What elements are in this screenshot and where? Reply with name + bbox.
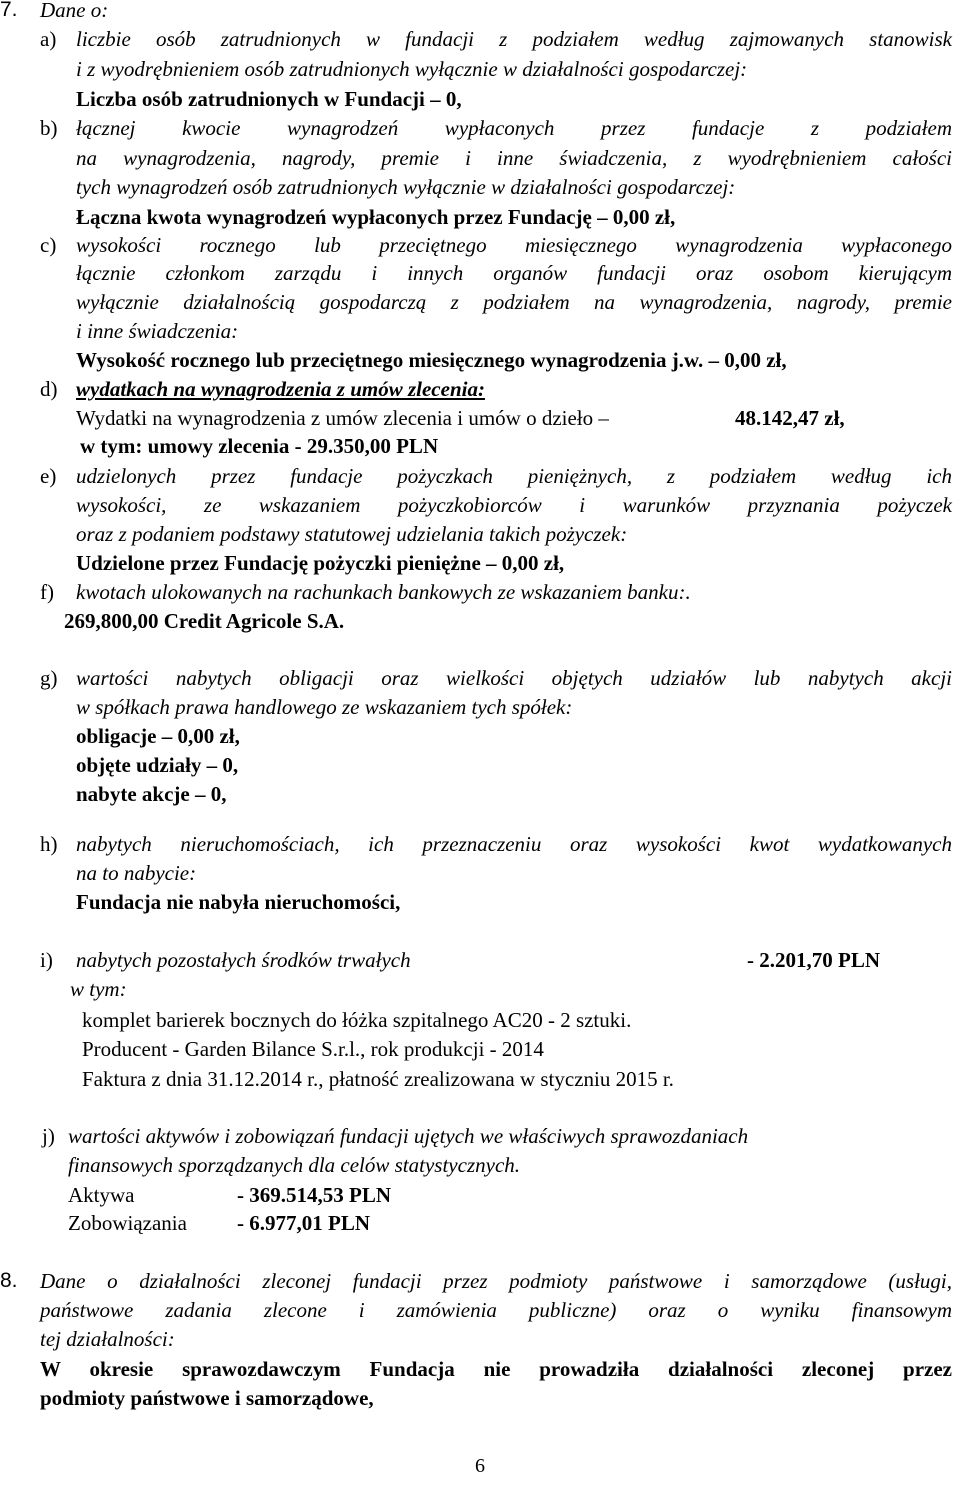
item-b-line-3: tych wynagrodzeń osób zatrudnionych wyłącznie w działalności gospodarczej: xyxy=(76,175,736,199)
item-d-marker: d) xyxy=(40,377,58,401)
item-j-zobowiazania-label: Zobowiązania xyxy=(68,1211,187,1235)
item-i-detail-2: Producent - Garden Bilance S.r.l., rok produkcji - 2014 xyxy=(82,1037,544,1061)
item-a-line-2: i z wyodrębnieniem osób zatrudnionych wyłącznie w działalności gospodarczej: xyxy=(76,57,748,81)
item-c-line-3: wyłącznie działalnością gospodarczą z podziałem na wynagrodzenia, nagrody, premie xyxy=(76,290,952,314)
section-8-value-2: podmioty państwowe i samorządowe, xyxy=(40,1386,374,1410)
item-c-marker: c) xyxy=(40,233,57,257)
item-i-marker: i) xyxy=(40,948,53,972)
item-j-line-1: wartości aktywów i zobowiązań fundacji ujętych we właściwych sprawozdaniach xyxy=(68,1124,749,1148)
item-d-line-1: wydatkach na wynagrodzenia z umów zlecenia: xyxy=(76,377,485,401)
item-j-zobowiazania-value: - 6.977,01 PLN xyxy=(237,1211,370,1235)
item-d-value-1-amount: 48.142,47 zł, xyxy=(735,406,845,430)
item-h-line-2: na to nabycie: xyxy=(76,861,197,885)
item-d-value-2: w tym: umowy zlecenia - 29.350,00 PLN xyxy=(80,434,439,458)
item-i-detail-1: komplet barierek bocznych do łóżka szpitalnego AC20 - 2 sztuki. xyxy=(82,1008,632,1032)
item-c-value: Wysokość rocznego lub przeciętnego miesięcznego wynagrodzenia j.w. – 0,00 zł, xyxy=(76,348,787,372)
item-f-value: 269,800,00 Credit Agricole S.A. xyxy=(64,609,345,633)
item-g-udzialy: objęte udziały – 0, xyxy=(76,753,239,777)
item-f-line-1: kwotach ulokowanych na rachunkach bankowych ze wskazaniem banku:. xyxy=(76,580,691,604)
item-e-line-3: oraz z podaniem podstawy statutowej udzielania takich pożyczek: xyxy=(76,522,628,546)
item-b-marker: b) xyxy=(40,116,58,140)
item-a-line-1: liczbie osób zatrudnionych w fundacji z podziałem według zajmowanych stanowisk xyxy=(76,27,952,51)
item-i-detail-3: Faktura z dnia 31.12.2014 r., płatność zrealizowana w styczniu 2015 r. xyxy=(82,1067,674,1091)
item-b-line-1: łącznej kwocie wynagrodzeń wypłaconych przez fundacje z podziałem xyxy=(76,116,952,140)
item-i-w-tym: w tym: xyxy=(70,977,127,1001)
item-g-marker: g) xyxy=(40,666,58,690)
item-c-line-1: wysokości rocznego lub przeciętnego miesięcznego wynagrodzenia wypłaconego xyxy=(76,233,952,257)
section-8-number: 8. xyxy=(0,1269,18,1292)
item-c-line-4: i inne świadczenia: xyxy=(76,319,239,343)
item-g-line-2: w spółkach prawa handlowego ze wskazaniem tych spółek: xyxy=(76,695,573,719)
section-8-line-2: państwowe zadania zlecone i zamówienia publiczne) oraz o wyniku finansowym xyxy=(40,1298,952,1322)
item-j-aktywa-label: Aktywa xyxy=(68,1183,135,1207)
section-7-heading: Dane o: xyxy=(40,0,109,22)
item-g-obligacje: obligacje – 0,00 zł, xyxy=(76,724,240,748)
item-d-value-1: Wydatki na wynagrodzenia z umów zlecenia i umów o dzieło – xyxy=(76,406,609,430)
item-e-line-2: wysokości, ze wskazaniem pożyczkobiorców i warunków przyznania pożyczek xyxy=(76,493,952,517)
item-a-marker: a) xyxy=(40,27,57,51)
item-e-value: Udzielone przez Fundację pożyczki pieniężne – 0,00 zł, xyxy=(76,551,565,575)
item-c-line-2: łącznie członkom zarządu i innych organów fundacji oraz osobom kierującym xyxy=(76,261,952,285)
item-j-aktywa-value: - 369.514,53 PLN xyxy=(237,1183,391,1207)
item-g-line-1: wartości nabytych obligacji oraz wielkości objętych udziałów lub nabytych akcji xyxy=(76,666,952,690)
item-b-line-2: na wynagrodzenia, nagrody, premie i inne świadczenia, z wyodrębnieniem całości xyxy=(76,146,952,170)
item-e-line-1: udzielonych przez fundacje pożyczkach pieniężnych, z podziałem według ich xyxy=(76,464,952,488)
item-h-marker: h) xyxy=(40,832,58,856)
section-8-value-1: W okresie sprawozdawczym Fundacja nie prowadziła działalności zleconej przez xyxy=(40,1357,952,1381)
item-a-value: Liczba osób zatrudnionych w Fundacji – 0, xyxy=(76,87,462,111)
item-i-amount: - 2.201,70 PLN xyxy=(747,948,880,972)
item-h-line-1: nabytych nieruchomościach, ich przeznaczeniu oraz wysokości kwot wydatkowanych xyxy=(76,832,952,856)
page-number: 6 xyxy=(475,1455,485,1477)
section-8-line-3: tej działalności: xyxy=(40,1327,175,1351)
item-g-akcje: nabyte akcje – 0, xyxy=(76,782,227,806)
item-j-marker: j) xyxy=(42,1124,55,1148)
item-b-value: Łączna kwota wynagrodzeń wypłaconych przez Fundację – 0,00 zł, xyxy=(76,205,676,229)
section-8-line-1: Dane o działalności zleconej fundacji przez podmioty państwowe i samorządowe (usługi, xyxy=(40,1269,952,1293)
item-h-value: Fundacja nie nabyła nieruchomości, xyxy=(76,890,401,914)
item-i-line-1: nabytych pozostałych środków trwałych xyxy=(76,948,411,972)
section-7-number: 7. xyxy=(0,0,18,21)
item-f-marker: f) xyxy=(40,580,54,604)
item-e-marker: e) xyxy=(40,464,57,488)
item-j-line-2: finansowych sporządzanych dla celów statystycznych. xyxy=(68,1153,521,1177)
